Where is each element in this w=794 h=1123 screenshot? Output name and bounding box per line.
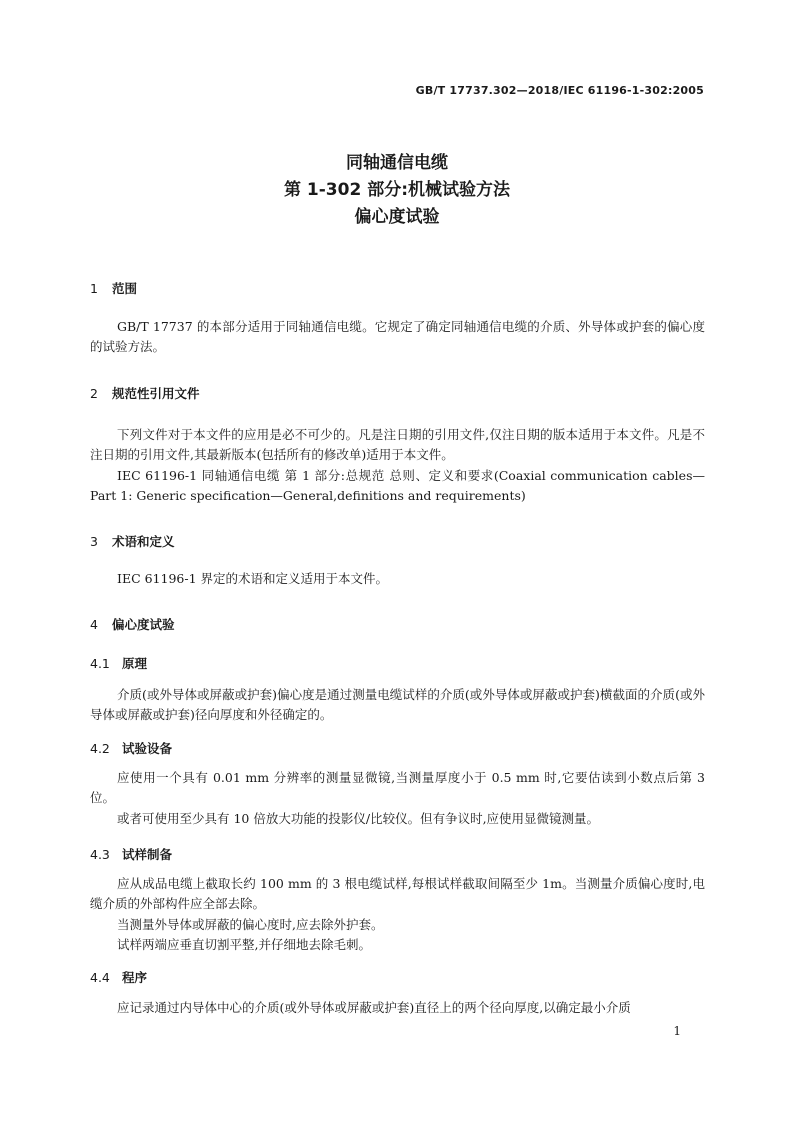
section-number: 1 (90, 281, 98, 296)
subsection-4-3-paragraph-2: 当测量外导体或屏蔽的偏心度时,应去除外护套。 (117, 917, 384, 932)
section-number: 4 (90, 617, 98, 632)
title-line-3: 偏心度试验 (354, 207, 440, 227)
document-title (0, 150, 794, 231)
section-2-paragraph-1: 下列文件对于本文件的应用是必不可少的。凡是注日期的引用文件,仅注日期的版本适用于本文件。凡是不注日期的引用文件,其最新版本(包括所有的修改单)适用于本文件。 (90, 427, 705, 462)
subsection-4-2-paragraph-2: 或者可使用至少具有 10 倍放大功能的投影仪/比较仪。但有争议时,应使用显微镜测量。 (117, 811, 600, 826)
page-number: 1 (673, 1024, 681, 1038)
subsection-number: 4.4 (90, 970, 110, 985)
section-title: 范围 (112, 281, 138, 296)
subsection-title: 试验设备 (122, 741, 173, 756)
subsection-4-2-paragraph-1: 应使用一个具有 0.01 mm 分辨率的测量显微镜,当测量厚度小于 0.5 mm 时,它要估读到小数点后第 3 位。 (90, 770, 705, 805)
section-number: 3 (90, 534, 98, 549)
section-1-paragraph: GB/T 17737 的本部分适用于同轴通信电缆。它规定了确定同轴通信电缆的介质、外导体或护套的偏心度的试验方法。 (90, 319, 705, 354)
standard-code: GB/T 17737.302—2018/IEC 61196-1-302:2005 (415, 84, 704, 97)
section-4-heading (90, 615, 175, 633)
section-title: 术语和定义 (112, 534, 175, 549)
subsection-number: 4.3 (90, 847, 110, 862)
section-number: 2 (90, 386, 98, 401)
section-3-paragraph: IEC 61196-1 界定的术语和定义适用于本文件。 (117, 571, 389, 586)
section-title: 偏心度试验 (112, 617, 175, 632)
title-line-2: 第 1-302 部分:机械试验方法 (283, 180, 510, 200)
subsection-4-4-heading (90, 968, 147, 986)
subsection-4-1-heading (90, 654, 147, 672)
subsection-title: 程序 (122, 970, 148, 985)
subsection-title: 试样制备 (122, 847, 173, 862)
subsection-4-4-paragraph: 应记录通过内导体中心的介质(或外导体或屏蔽或护套)直径上的两个径向厚度,以确定最小介质 (117, 1000, 631, 1015)
section-title: 规范性引用文件 (112, 386, 200, 401)
subsection-4-3-paragraph-3: 试样两端应垂直切割平整,并仔细地去除毛刺。 (117, 937, 371, 952)
title-line-1: 同轴通信电缆 (346, 153, 448, 173)
subsection-4-3-heading (90, 845, 172, 863)
section-2-paragraph-2: IEC 61196-1 同轴通信电缆 第 1 部分:总规范 总则、定义和要求(Coaxial communication cables—Part 1: Generic specification—General,definitions and requirements) (90, 468, 705, 503)
subsection-4-2-heading (90, 739, 172, 757)
subsection-title: 原理 (122, 656, 148, 671)
subsection-4-1-paragraph: 介质(或外导体或屏蔽或护套)偏心度是通过测量电缆试样的介质(或外导体或屏蔽或护套)横截面的介质(或外导体或屏蔽或护套)径向厚度和外径确定的。 (90, 687, 705, 722)
section-2-heading (90, 384, 200, 402)
section-3-heading (90, 532, 175, 550)
subsection-number: 4.2 (90, 741, 110, 756)
subsection-number: 4.1 (90, 656, 110, 671)
section-1-heading (90, 279, 137, 297)
subsection-4-3-paragraph-1: 应从成品电缆上截取长约 100 mm 的 3 根电缆试样,每根试样截取间隔至少 1m。当测量介质偏心度时,电缆介质的外部构件应全部去除。 (90, 876, 705, 911)
